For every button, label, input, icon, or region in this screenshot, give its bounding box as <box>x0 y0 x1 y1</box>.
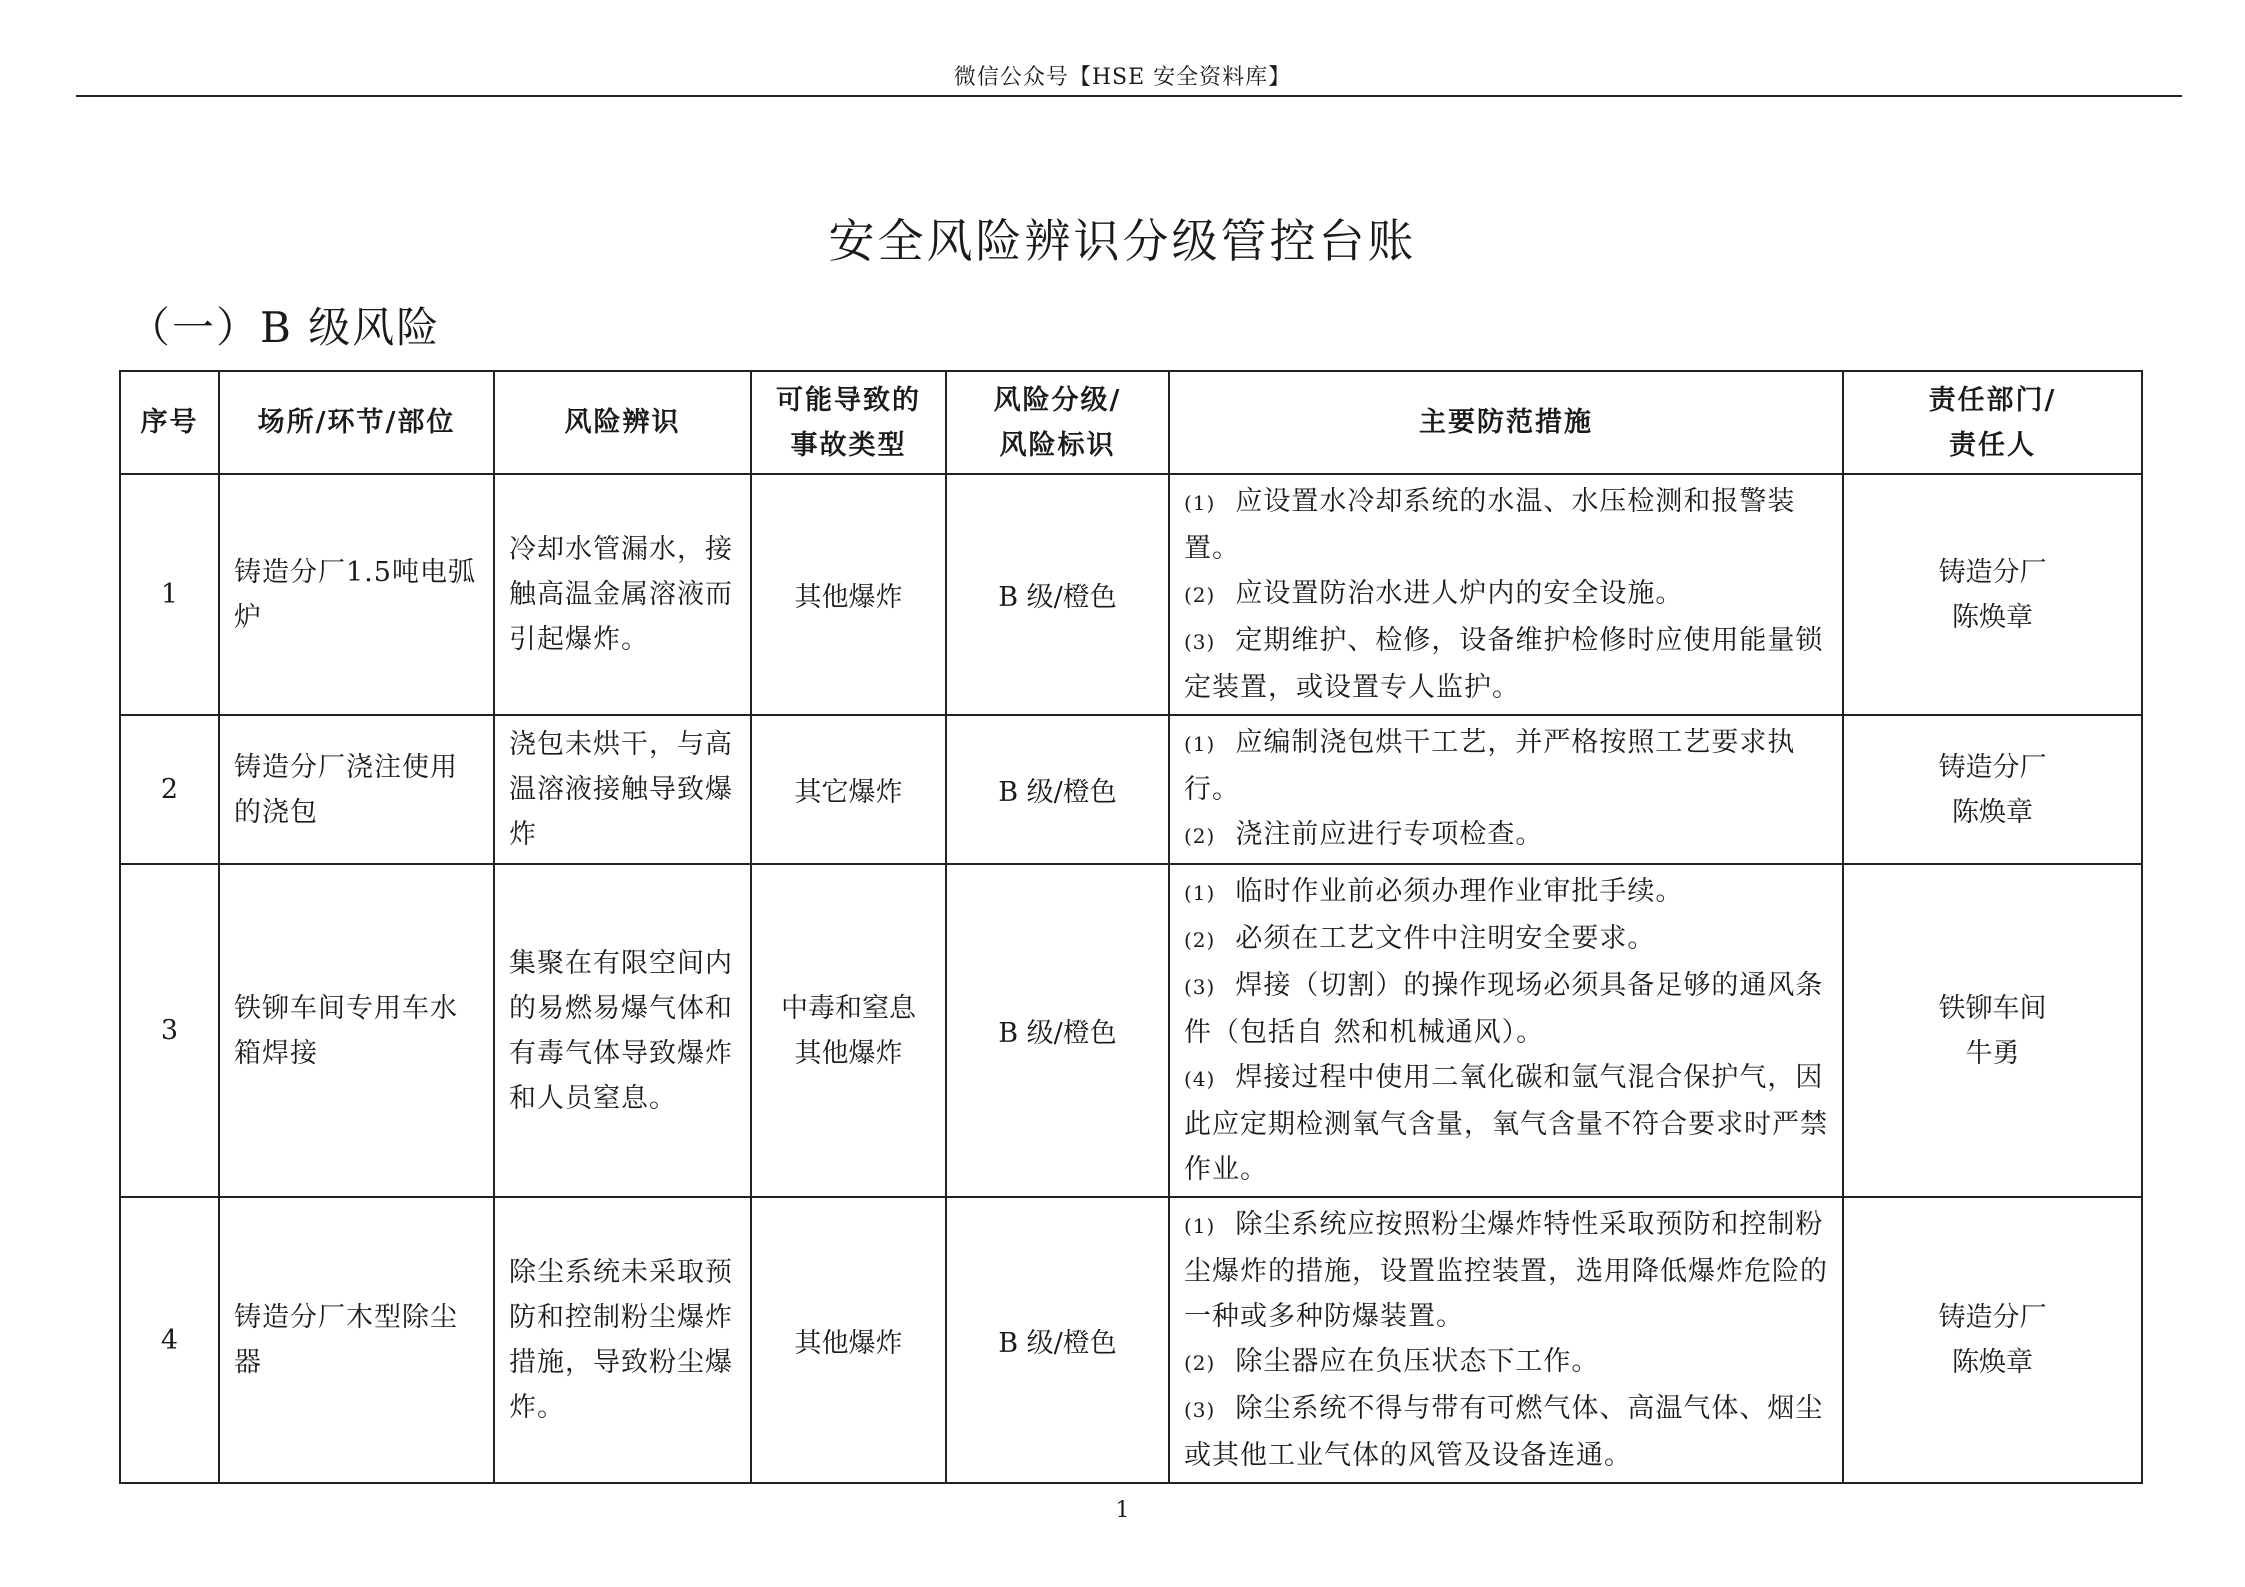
page-header-text: 微信公众号【HSE 安全资料库】 <box>953 65 1292 90</box>
header-accident-type: 可能导致的 事故类型 <box>751 371 946 474</box>
row-person: 陈焕章 <box>1952 796 2033 828</box>
row-location: 铸造分厂木型除尘器 <box>219 1197 494 1483</box>
row-department: 铁铆车间 <box>1938 992 2047 1024</box>
row-index: 1 <box>120 474 219 715</box>
header-risk-level: 风险分级/ 风险标识 <box>946 371 1169 474</box>
row-risk-level: B 级/橙色 <box>946 474 1169 715</box>
header-measures: 主要防范措施 <box>1169 371 1843 474</box>
row-person: 陈焕章 <box>1952 1347 2033 1378</box>
row-person: 陈焕章 <box>1952 601 2033 633</box>
measure-item: (3) 除尘系统不得与带有可燃气体、高温气体、烟尘或其他工业气体的风管及设备连通。 <box>1184 1393 1824 1471</box>
measure-item: (1) 应设置水冷却系统的水温、水压检测和报警装置。 <box>1184 486 1796 564</box>
measure-item: (1) 临时作业前必须办理作业审批手续。 <box>1184 876 1684 907</box>
table-header-row <box>120 371 2142 474</box>
row-risk: 冷却水管漏水，接触高温金属溶液而引起爆炸。 <box>494 474 751 715</box>
measure-item: (2) 应设置防治水进人炉内的安全设施。 <box>1184 578 1684 609</box>
page-number: 1 <box>1115 1498 1130 1523</box>
row-measures <box>1169 474 1843 715</box>
row-owner <box>1843 864 2142 1197</box>
row-measures <box>1169 1197 1843 1483</box>
document-title: 安全风险辨识分级管控台账 <box>828 214 1417 268</box>
row-index: 3 <box>120 864 219 1197</box>
row-risk: 集聚在有限空间内的易燃易爆气体和有毒气体导致爆炸和人员窒息。 <box>494 864 751 1197</box>
measure-item: (1) 除尘系统应按照粉尘爆炸特性采取预防和控制粉尘爆炸的措施，设置监控装置，选用降低爆炸危险的一种或多种防爆装置。 <box>1184 1209 1828 1332</box>
row-risk-level: B 级/橙色 <box>946 715 1169 864</box>
row-owner <box>1843 715 2142 864</box>
row-department: 铸造分厂 <box>1938 751 2047 783</box>
row-risk-level: B 级/橙色 <box>946 1197 1169 1483</box>
header-owner: 责任部门/ 责任人 <box>1843 371 2142 474</box>
header-location: 场所/环节/部位 <box>219 371 494 474</box>
row-location: 铸造分厂浇注使用的浇包 <box>219 715 494 864</box>
row-measures <box>1169 715 1843 864</box>
section-heading: （一）B 级风险 <box>128 303 441 352</box>
measure-item: (3) 定期维护、检修，设备维护检修时应使用能量锁定装置，或设置专人监护。 <box>1184 625 1824 703</box>
risk-ledger-table <box>119 370 2143 1484</box>
row-risk-level: B 级/橙色 <box>946 864 1169 1197</box>
row-measures <box>1169 864 1843 1197</box>
table-row <box>120 864 2142 1197</box>
measure-item: (2) 浇注前应进行专项检查。 <box>1184 819 1544 850</box>
header-rule <box>76 95 2182 97</box>
measure-item: (2) 除尘器应在负压状态下工作。 <box>1184 1346 1600 1377</box>
row-location: 铸造分厂1.5吨电弧炉 <box>219 474 494 715</box>
row-department: 铸造分厂 <box>1938 556 2047 588</box>
row-owner <box>1843 474 2142 715</box>
row-risk: 除尘系统未采取预防和控制粉尘爆炸措施，导致粉尘爆炸。 <box>494 1197 751 1483</box>
measure-item: (1) 应编制浇包烘干工艺，并严格按照工艺要求执行。 <box>1184 727 1796 805</box>
row-location: 铁铆车间专用车水箱焊接 <box>219 864 494 1197</box>
row-index: 4 <box>120 1197 219 1483</box>
table-row <box>120 715 2142 864</box>
row-person: 牛勇 <box>1965 1037 2020 1069</box>
row-accident-type: 其他爆炸 <box>751 474 946 715</box>
row-accident-type: 其它爆炸 <box>751 715 946 864</box>
header-risk: 风险辨识 <box>494 371 751 474</box>
row-risk: 浇包未烘干，与高温溶液接触导致爆炸 <box>494 715 751 864</box>
measure-item: (2) 必须在工艺文件中注明安全要求。 <box>1184 923 1656 954</box>
row-accident-type: 其他爆炸 <box>751 1197 946 1483</box>
table-row <box>120 474 2142 715</box>
row-owner <box>1843 1197 2142 1483</box>
table-row <box>120 1197 2142 1483</box>
measure-item: (4) 焊接过程中使用二氧化碳和氩气混合保护气，因此应定期检测氧气含量，氧气含量不符合要求时严禁作业。 <box>1184 1062 1828 1185</box>
row-department: 铸造分厂 <box>1938 1302 2047 1333</box>
row-index: 2 <box>120 715 219 864</box>
row-accident-type: 中毒和窒息 其他爆炸 <box>751 864 946 1197</box>
header-index: 序号 <box>120 371 219 474</box>
measure-item: (3) 焊接（切割）的操作现场必须具备足够的通风条件（包括自 然和机械通风）。 <box>1184 970 1824 1048</box>
